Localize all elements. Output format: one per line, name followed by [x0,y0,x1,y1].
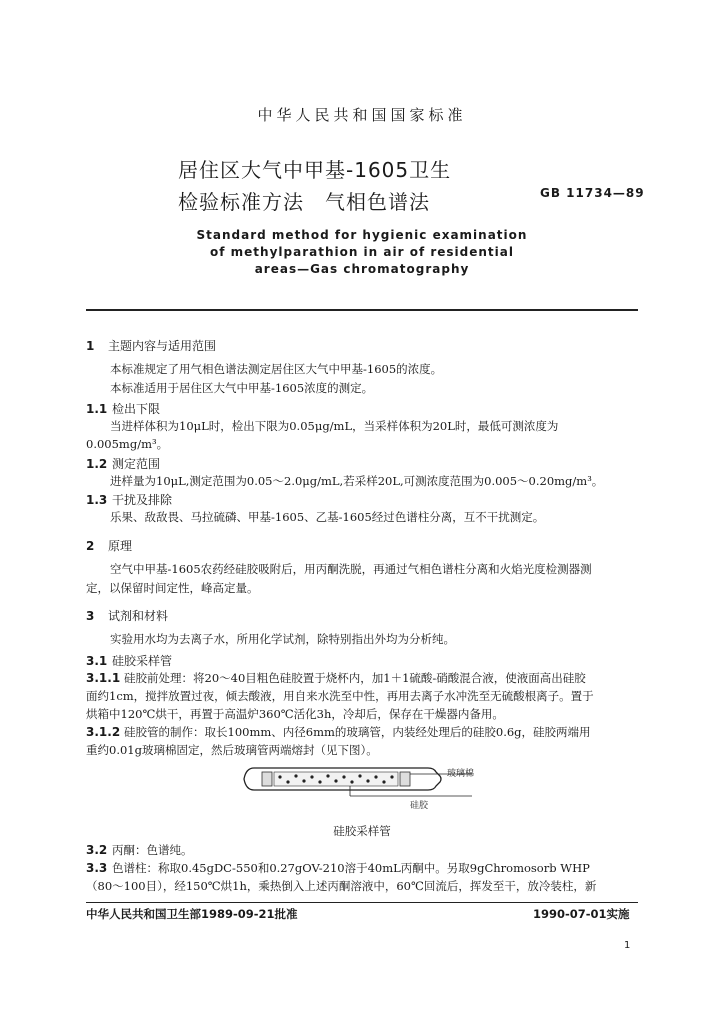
title-divider [86,309,638,311]
paragraph [86,670,586,686]
paragraph: 乐果、敌敌畏、马拉硫磷、甲基-1605、乙基-1605经过色谱柱分离，互不干扰测定。 [110,510,545,524]
section-number: 3.2 [86,843,108,857]
section-3-heading [86,607,168,624]
sampling-tube-figure [240,762,480,810]
title-line-2: 检验标准方法 气相色谱法 [178,190,430,214]
section-number: 3.3 [86,861,108,875]
paragraph: 0.005mg/m³。 [86,437,169,451]
section-title: 原理 [108,539,133,553]
section-2-heading [86,537,132,554]
paragraph [86,860,590,876]
paragraph: 定，以保留时间定性，峰高定量。 [86,581,259,595]
approval-line: 中华人民共和国卫生部1989-09-21批准 [86,907,298,921]
paragraph: 面约1cm，搅拌放置过夜，倾去酸液，用自来水洗至中性，再用去离子水冲洗至无硫酸根离子。置于 [86,689,594,703]
paragraph: 本标准适用于居住区大气中甲基-1605浓度的测定。 [110,381,374,395]
section-number: 3.1.2 [86,725,121,739]
section-number: 1.3 [86,493,108,507]
section-title: 主题内容与适用范围 [108,339,217,353]
standard-number: GB 11734—89 [540,186,645,200]
page-number: 1 [624,940,631,951]
paragraph-text: 色谱柱：称取0.45gDC-550和0.27gOV-210溶于40mL丙酮中。另取9gChromosorb WHP [112,861,590,875]
paragraph: 烘箱中120℃烘干，再置于高温炉360℃活化3h，冷却后，保存在干燥器内备用。 [86,707,504,721]
paragraph-text: 丙酮：色谱纯。 [112,843,193,857]
section-1-3-heading [86,491,172,508]
english-title-line-2: of methylparathion in air of residential [210,245,514,259]
section-3-1-heading [86,652,172,669]
section-title: 测定范围 [112,457,161,471]
paragraph: 实验用水均为去离子水，所用化学试剂，除特别指出外均为分析纯。 [110,632,455,646]
figure-caption: 硅胶采样管 [333,824,391,838]
section-number: 1.1 [86,402,108,416]
english-title-line-1: Standard method for hygienic examination [196,228,528,242]
paragraph [86,842,193,858]
issuer-header: 中华人民共和国国家标准 [257,106,467,124]
section-number: 1 [86,339,95,353]
section-number: 3 [86,609,95,623]
section-number: 3.1.1 [86,671,121,685]
section-title: 硅胶采样管 [112,654,173,668]
section-number: 1.2 [86,457,108,471]
footer-divider [86,902,638,903]
section-number: 2 [86,539,95,553]
paragraph: 空气中甲基-1605农药经硅胶吸附后，用丙酮洗脱，再通过气相色谱柱分离和火焰光度检测器测 [110,562,592,576]
paragraph: 进样量为10μL,测定范围为0.05～2.0μg/mL,若采样20L,可测浓度范围为0.005～0.20mg/m³。 [110,474,604,488]
section-1-2-heading [86,455,160,472]
section-1-1-heading [86,400,160,417]
section-title: 试剂和材料 [108,609,169,623]
section-title: 干扰及排除 [112,493,173,507]
paragraph [86,724,591,740]
paragraph: 本标准规定了用气相色谱法测定居住区大气中甲基-1605的浓度。 [110,362,443,376]
section-number: 3.1 [86,654,108,668]
glass-wool-label: 玻璃棉 [447,769,475,779]
effective-date: 1990-07-01实施 [533,907,630,921]
paragraph: （80～100目），经150℃烘1h，乘热倒入上述丙酮溶液中，60℃回流后，挥发至干，放冷装柱，新 [86,879,597,893]
silica-gel-label: 硅胶 [410,801,429,811]
section-1-heading [86,337,216,354]
glass-tube-drawing [244,768,441,790]
paragraph: 当进样体积为10μL时，检出下限为0.05μg/mL，当采样体积为20L时，最低可测浓度为 [110,419,559,433]
paragraph-text: 硅胶管的制作：取长100mm、内径6mm的玻璃管，内装经处理后的硅胶0.6g，硅胶两端用 [124,725,591,739]
english-title-line-3: areas—Gas chromatography [254,262,470,276]
title-line-1: 居住区大气中甲基-1605卫生 [178,158,452,182]
paragraph: 重约0.01g玻璃棉固定，然后玻璃管两端熔封（见下图）。 [86,743,378,757]
paragraph-text: 硅胶前处理：将20～40目粗色硅胶置于烧杯内，加1＋1硫酸-硝酸混合液，使液面高出硅胶 [124,671,586,685]
section-title: 检出下限 [112,402,161,416]
